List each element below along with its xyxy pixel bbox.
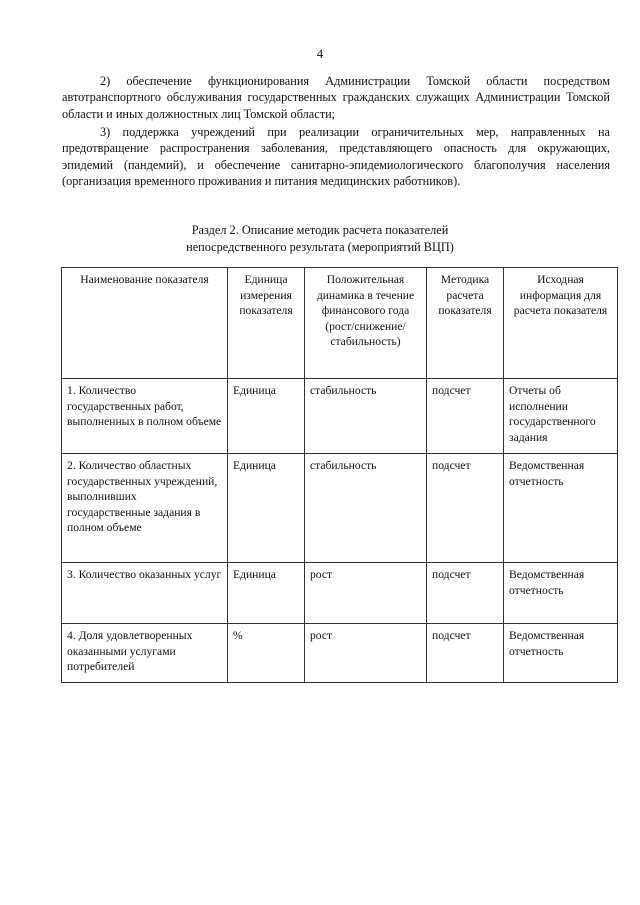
section-title-line-1: Раздел 2. Описание методик расчета показателей [191,223,449,237]
cell-source: Ведомственная отчетность [504,624,618,683]
cell-source: Ведомственная отчетность [504,454,618,563]
cell-source: Ведомственная отчетность [504,563,618,624]
table-row [62,563,618,624]
cell-indicator-name: 1. Количество государственных работ, выполненных в полном объеме [62,379,228,454]
table-header-row [62,268,618,379]
section-title [0,222,640,256]
table-row [62,454,618,563]
cell-unit: Единица [228,563,305,624]
cell-dynamics: стабильность [305,379,427,454]
cell-dynamics: рост [305,563,427,624]
cell-unit: % [228,624,305,683]
paragraph-item-2: 2) обеспечение функционирования Администрации Томской области посредством автотранспортного обслуживания государственных гражданских служащих Администрации Томской области и иных должностных лиц Томской области; [62,74,610,121]
paragraph-item-3: 3) поддержка учреждений при реализации ограничительных мер, направленных на предотвращение распространения заболевания, представляющего опасность для окружающих, эпидемий (пандемий), и обеспечение санитарно-эпидемиологического благополучия населения (организация временного проживания и питания медицинских работников). [62,125,610,189]
cell-unit: Единица [228,379,305,454]
cell-source: Отчеты об исполнении государственного задания [504,379,618,454]
section-title-line-2: непосредственного результата (мероприятий ВЦП) [186,240,454,254]
table-row [62,379,618,454]
header-source: Исходная информация для расчета показателя [504,268,618,379]
cell-method: подсчет [427,624,504,683]
header-dynamics: Положительная динамика в течение финансового года (рост/снижение/ стабильность) [305,268,427,379]
table-row [62,624,618,683]
cell-indicator-name: 2. Количество областных государственных учреждений, выполнивших государственные задания в полном объеме [62,454,228,563]
header-unit: Единица измерения показателя [228,268,305,379]
cell-indicator-name: 4. Доля удовлетворенных оказанными услугами потребителей [62,624,228,683]
cell-dynamics: стабильность [305,454,427,563]
cell-dynamics: рост [305,624,427,683]
page-number: 4 [316,46,324,61]
header-indicator-name: Наименование показателя [62,268,228,379]
indicators-table [61,267,618,683]
cell-unit: Единица [228,454,305,563]
cell-indicator-name: 3. Количество оказанных услуг [62,563,228,624]
cell-method: подсчет [427,379,504,454]
header-method: Методика расчета показателя [427,268,504,379]
cell-method: подсчет [427,454,504,563]
cell-method: подсчет [427,563,504,624]
